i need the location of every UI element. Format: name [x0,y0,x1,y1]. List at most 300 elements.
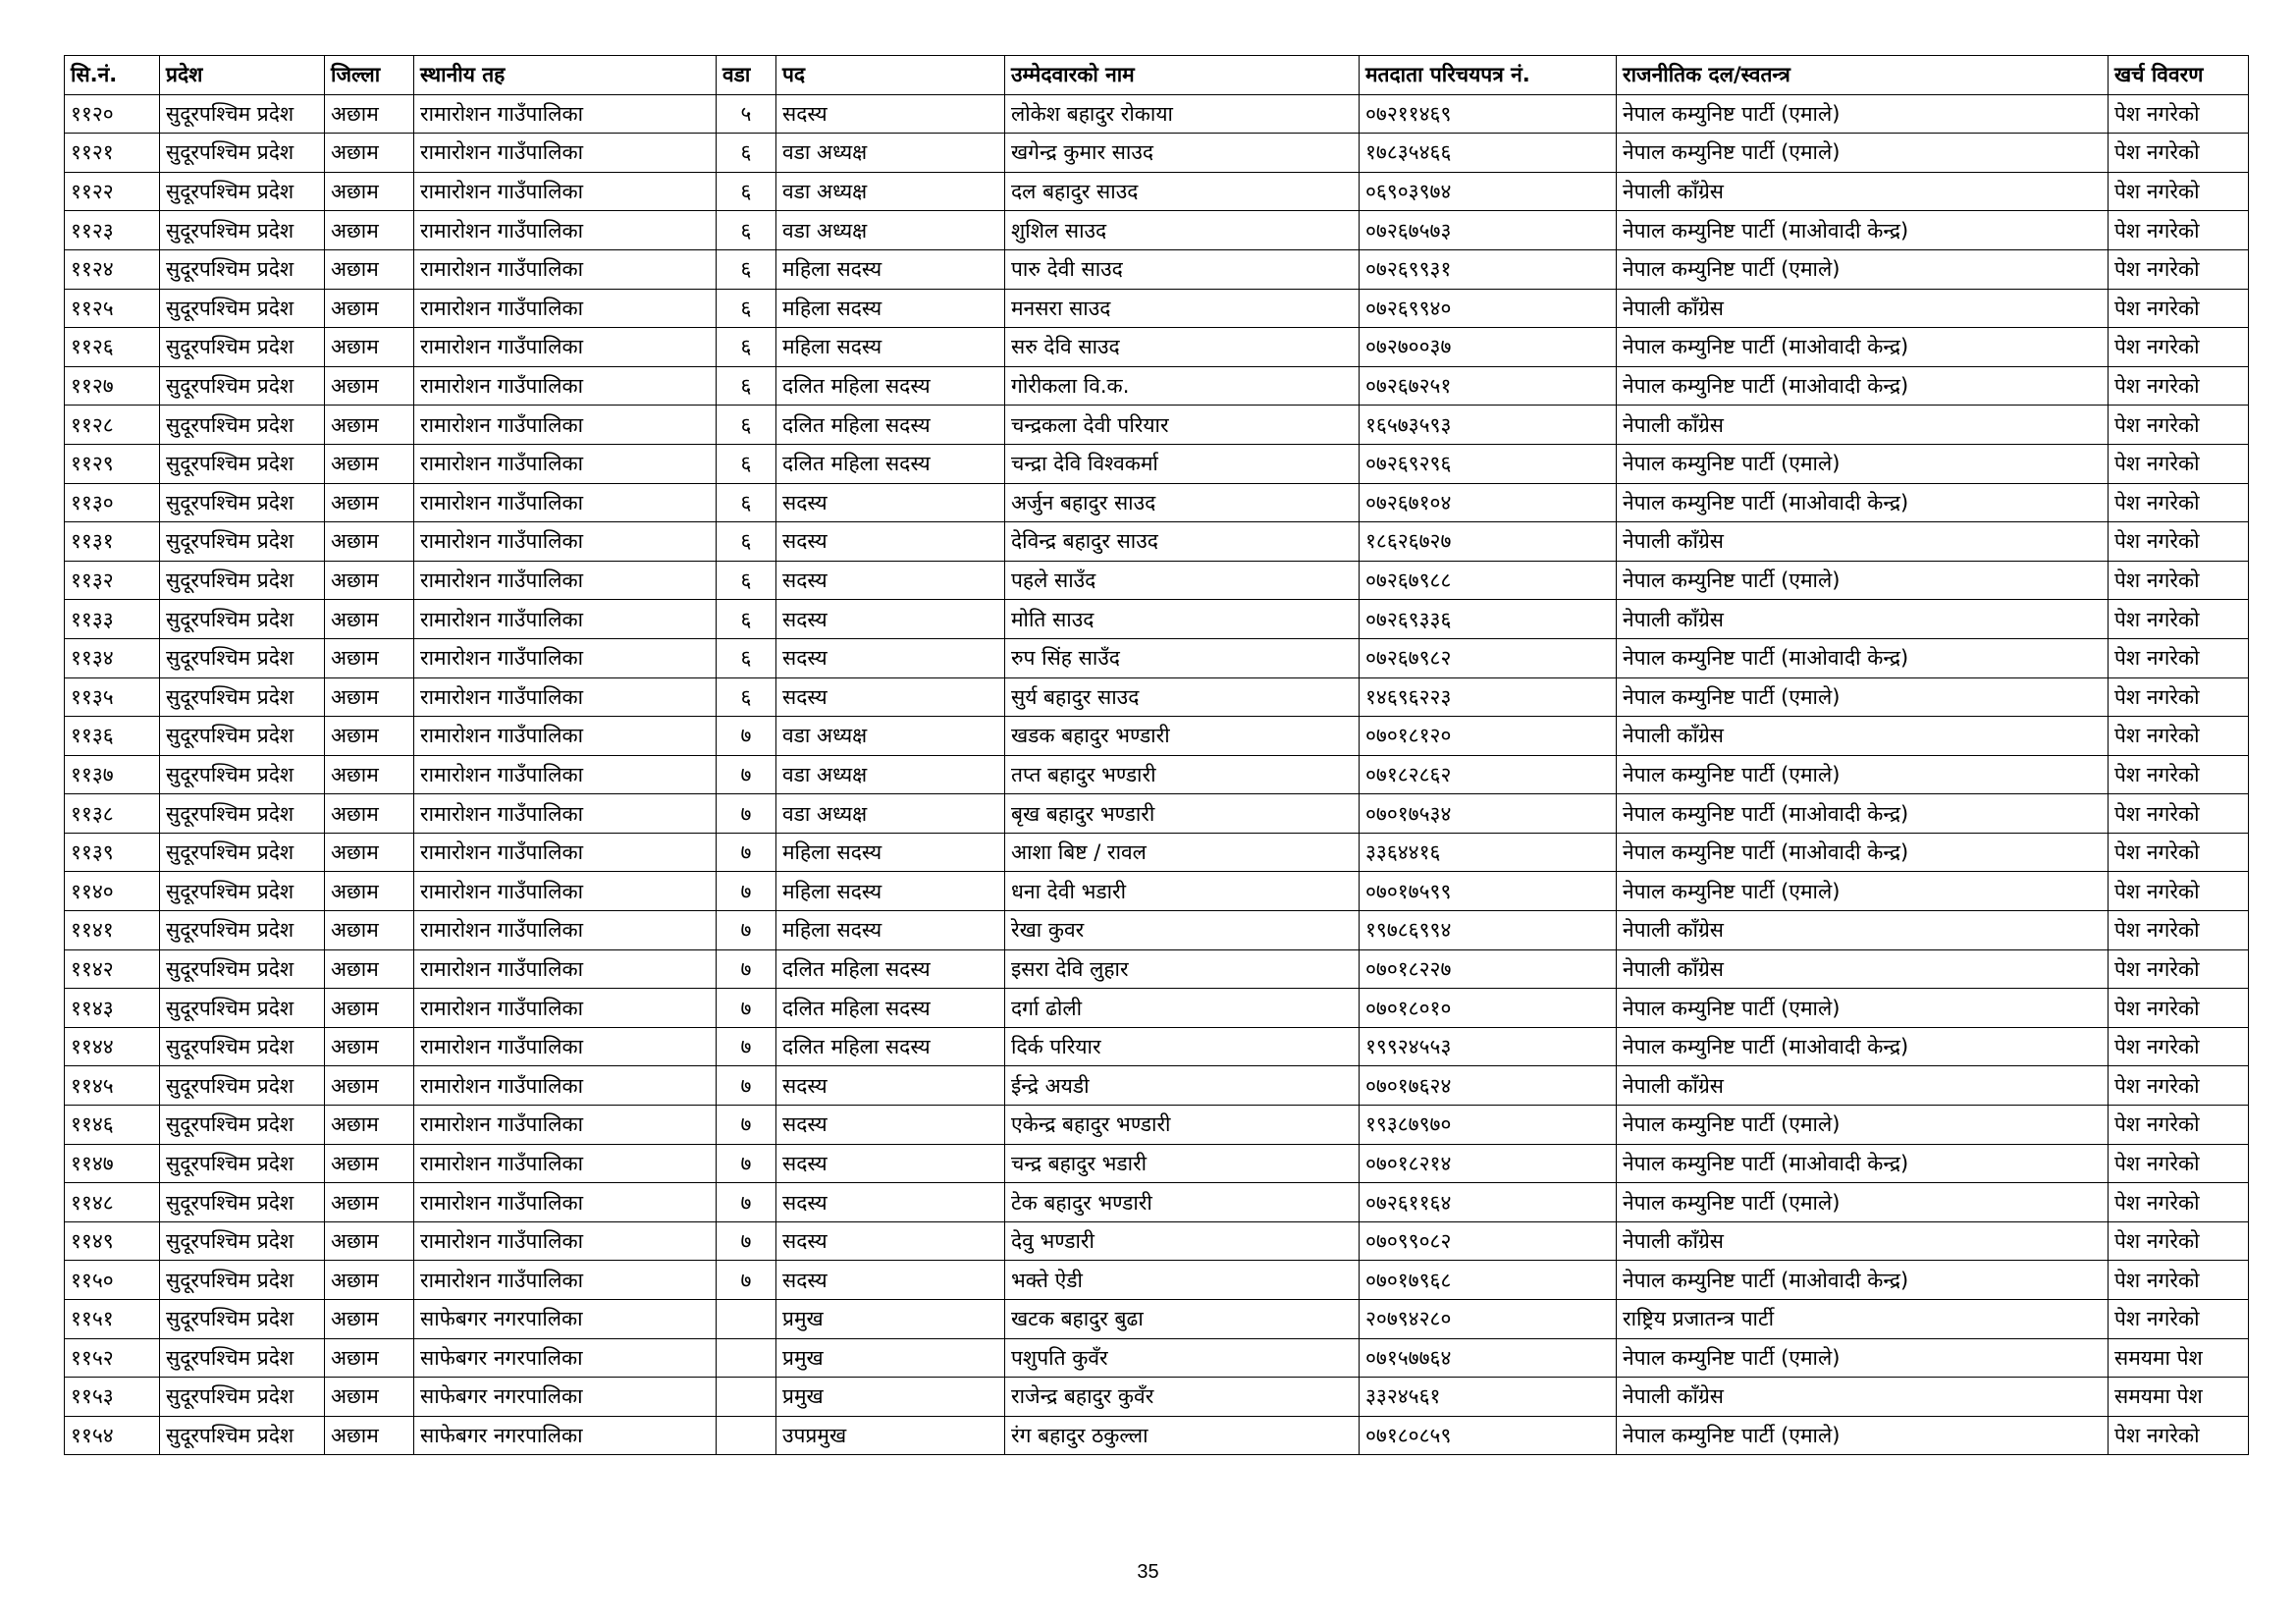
cell-post: महिला सदस्य [776,872,1005,911]
cell-candidate-name: खडक बहादुर भण्डारी [1005,717,1360,756]
table-row [65,1338,2249,1378]
cell-party: नेपाल कम्युनिष्ट पार्टी (एमाले) [1617,1183,2109,1222]
cell-party: नेपाल कम्युनिष्ट पार्टी (एमाले) [1617,1106,2109,1145]
cell-local-level: रामारोशन गाउँपालिका [414,755,717,794]
table-row [65,1144,2249,1183]
cell-expense-status: पेश नगरेको [2109,1106,2249,1145]
cell-district: अछाम [325,755,414,794]
cell-voter-id: ३३६४४१६ [1360,833,1617,872]
cell-post: महिला सदस्य [776,911,1005,950]
cell-local-level: रामारोशन गाउँपालिका [414,677,717,717]
cell-serial-no: ११४० [65,872,160,911]
cell-party: नेपाल कम्युनिष्ट पार्टी (एमाले) [1617,872,2109,911]
cell-serial-no: ११२५ [65,289,160,328]
cell-post: वडा अध्यक्ष [776,794,1005,834]
cell-post: उपप्रमुख [776,1416,1005,1455]
cell-candidate-name: सरु देवि साउद [1005,328,1360,367]
header-post: पद [776,56,1005,95]
cell-district: अछाम [325,406,414,445]
cell-serial-no: ११३० [65,483,160,522]
cell-candidate-name: टेक बहादुर भण्डारी [1005,1183,1360,1222]
table-row [65,989,2249,1028]
cell-serial-no: ११२८ [65,406,160,445]
cell-ward [717,1416,776,1455]
cell-local-level: रामारोशन गाउँपालिका [414,1066,717,1106]
cell-candidate-name: देवु भण्डारी [1005,1221,1360,1261]
table-row [65,717,2249,756]
cell-ward: ६ [717,677,776,717]
cell-province: सुदूरपश्चिम प्रदेश [160,289,325,328]
cell-post: वडा अध्यक्ष [776,717,1005,756]
cell-district: अछाम [325,1106,414,1145]
cell-party: नेपाली काँग्रेस [1617,717,2109,756]
cell-district: अछाम [325,172,414,211]
cell-party: नेपाली काँग्रेस [1617,949,2109,989]
cell-post: वडा अध्यक्ष [776,172,1005,211]
cell-district: अछाम [325,1221,414,1261]
cell-ward: ७ [717,717,776,756]
cell-voter-id: ०७२६७१०४ [1360,483,1617,522]
cell-serial-no: ११३५ [65,677,160,717]
cell-ward: ६ [717,366,776,406]
table-row [65,406,2249,445]
cell-province: सुदूरपश्चिम प्रदेश [160,366,325,406]
cell-serial-no: ११५३ [65,1378,160,1417]
cell-serial-no: ११४८ [65,1183,160,1222]
cell-post: सदस्य [776,600,1005,639]
cell-ward: ७ [717,1027,776,1066]
cell-local-level: रामारोशन गाउँपालिका [414,172,717,211]
cell-voter-id: ०७०१८०१० [1360,989,1617,1028]
cell-ward: ६ [717,289,776,328]
cell-ward: ७ [717,949,776,989]
cell-party: नेपाल कम्युनिष्ट पार्टी (एमाले) [1617,249,2109,289]
cell-candidate-name: रुप सिंह साउँद [1005,638,1360,677]
table-row [65,1300,2249,1339]
cell-local-level: साफेबगर नगरपालिका [414,1338,717,1378]
cell-expense-status: पेश नगरेको [2109,406,2249,445]
cell-voter-id: ०७०१७५३४ [1360,794,1617,834]
cell-party: नेपाल कम्युनिष्ट पार्टी (माओवादी केन्द्र) [1617,366,2109,406]
cell-province: सुदूरपश्चिम प्रदेश [160,483,325,522]
cell-post: वडा अध्यक्ष [776,211,1005,250]
cell-serial-no: ११२९ [65,444,160,483]
cell-expense-status: पेश नगरेको [2109,444,2249,483]
cell-candidate-name: इसरा देवि लुहार [1005,949,1360,989]
cell-ward: ६ [717,134,776,173]
cell-voter-id: ०७०९९०८२ [1360,1221,1617,1261]
table-header-row [65,56,2249,95]
table-row [65,1027,2249,1066]
cell-expense-status: पेश नगरेको [2109,561,2249,600]
cell-voter-id: ०७२६७२५१ [1360,366,1617,406]
cell-ward: ७ [717,1183,776,1222]
cell-post: दलित महिला सदस्य [776,406,1005,445]
cell-ward: ७ [717,1106,776,1145]
table-row [65,444,2249,483]
cell-ward: ६ [717,249,776,289]
cell-candidate-name: पशुपति कुवँर [1005,1338,1360,1378]
cell-local-level: रामारोशन गाउँपालिका [414,600,717,639]
cell-expense-status: पेश नगरेको [2109,328,2249,367]
cell-local-level: रामारोशन गाउँपालिका [414,1144,717,1183]
cell-candidate-name: लोकेश बहादुर रोकाया [1005,94,1360,134]
cell-post: सदस्य [776,561,1005,600]
cell-candidate-name: पहले साउँद [1005,561,1360,600]
cell-expense-status: पेश नगरेको [2109,872,2249,911]
cell-local-level: रामारोशन गाउँपालिका [414,1106,717,1145]
header-district: जिल्ला [325,56,414,95]
cell-local-level: रामारोशन गाउँपालिका [414,211,717,250]
cell-post: दलित महिला सदस्य [776,366,1005,406]
cell-province: सुदूरपश्चिम प्रदेश [160,989,325,1028]
cell-province: सुदूरपश्चिम प्रदेश [160,1221,325,1261]
cell-voter-id: ०७२११४६९ [1360,94,1617,134]
cell-candidate-name: दल बहादुर साउद [1005,172,1360,211]
cell-post: महिला सदस्य [776,833,1005,872]
cell-candidate-name: ईन्द्रे अयडी [1005,1066,1360,1106]
cell-district: अछाम [325,561,414,600]
cell-expense-status: पेश नगरेको [2109,1066,2249,1106]
cell-expense-status: पेश नगरेको [2109,989,2249,1028]
cell-serial-no: ११४१ [65,911,160,950]
cell-district: अछाम [325,638,414,677]
cell-candidate-name: आशा बिष्ट / रावल [1005,833,1360,872]
cell-party: नेपाल कम्युनिष्ट पार्टी (माओवादी केन्द्र) [1617,638,2109,677]
cell-serial-no: ११४४ [65,1027,160,1066]
cell-province: सुदूरपश्चिम प्रदेश [160,249,325,289]
cell-district: अछाम [325,94,414,134]
cell-expense-status: पेश नगरेको [2109,211,2249,250]
cell-district: अछाम [325,522,414,562]
cell-candidate-name: शुशिल साउद [1005,211,1360,250]
cell-province: सुदूरपश्चिम प्रदेश [160,561,325,600]
cell-province: सुदूरपश्चिम प्रदेश [160,1144,325,1183]
cell-post: महिला सदस्य [776,249,1005,289]
cell-party: नेपाली काँग्रेस [1617,172,2109,211]
cell-local-level: रामारोशन गाउँपालिका [414,249,717,289]
cell-district: अछाम [325,249,414,289]
cell-party: नेपाल कम्युनिष्ट पार्टी (माओवादी केन्द्र) [1617,794,2109,834]
cell-expense-status: पेश नगरेको [2109,600,2249,639]
cell-voter-id: ०६९०३९७४ [1360,172,1617,211]
cell-voter-id: ०७१८०८५९ [1360,1416,1617,1455]
cell-district: अछाम [325,1338,414,1378]
cell-district: अछाम [325,211,414,250]
cell-candidate-name: चन्द्रा देवि विश्वकर्मा [1005,444,1360,483]
cell-party: नेपाल कम्युनिष्ट पार्टी (माओवादी केन्द्र) [1617,1144,2109,1183]
cell-ward: ७ [717,1261,776,1300]
table-row [65,134,2249,173]
cell-voter-id: १४६९६२२३ [1360,677,1617,717]
cell-province: सुदूरपश्चिम प्रदेश [160,717,325,756]
cell-ward: ७ [717,833,776,872]
table-row [65,794,2249,834]
cell-province: सुदूरपश्चिम प्रदेश [160,638,325,677]
cell-ward: ६ [717,522,776,562]
cell-expense-status: पेश नगरेको [2109,522,2249,562]
cell-expense-status: पेश नगरेको [2109,249,2249,289]
cell-ward: ७ [717,1066,776,1106]
header-voter-id: मतदाता परिचयपत्र नं. [1360,56,1617,95]
cell-candidate-name: मनसरा साउद [1005,289,1360,328]
table-body [65,94,2249,1455]
cell-expense-status: पेश नगरेको [2109,833,2249,872]
cell-post: प्रमुख [776,1338,1005,1378]
cell-district: अछाम [325,717,414,756]
cell-serial-no: ११३१ [65,522,160,562]
cell-party: नेपाली काँग्रेस [1617,289,2109,328]
cell-expense-status: पेश नगरेको [2109,1027,2249,1066]
cell-candidate-name: मोति साउद [1005,600,1360,639]
cell-province: सुदूरपश्चिम प्रदेश [160,600,325,639]
cell-district: अछाम [325,1144,414,1183]
cell-post: प्रमुख [776,1378,1005,1417]
cell-post: दलित महिला सदस्य [776,1027,1005,1066]
candidates-table [64,55,2249,1455]
cell-local-level: रामारोशन गाउँपालिका [414,522,717,562]
cell-province: सुदूरपश्चिम प्रदेश [160,872,325,911]
cell-candidate-name: चन्द्र बहादुर भडारी [1005,1144,1360,1183]
cell-expense-status: पेश नगरेको [2109,755,2249,794]
table-row [65,1221,2249,1261]
header-party: राजनीतिक दल/स्वतन्त्र [1617,56,2109,95]
cell-district: अछाम [325,1416,414,1455]
cell-expense-status: पेश नगरेको [2109,289,2249,328]
table-row [65,833,2249,872]
cell-local-level: रामारोशन गाउँपालिका [414,717,717,756]
cell-district: अछाम [325,833,414,872]
cell-local-level: रामारोशन गाउँपालिका [414,1027,717,1066]
table-row [65,172,2249,211]
cell-province: सुदूरपश्चिम प्रदेश [160,94,325,134]
cell-ward: ७ [717,755,776,794]
table-row [65,600,2249,639]
cell-local-level: रामारोशन गाउँपालिका [414,833,717,872]
cell-province: सुदूरपश्चिम प्रदेश [160,677,325,717]
cell-local-level: रामारोशन गाउँपालिका [414,949,717,989]
cell-local-level: रामारोशन गाउँपालिका [414,989,717,1028]
cell-province: सुदूरपश्चिम प्रदेश [160,833,325,872]
cell-voter-id: ०७२६११६४ [1360,1183,1617,1222]
cell-serial-no: ११४३ [65,989,160,1028]
cell-local-level: रामारोशन गाउँपालिका [414,872,717,911]
cell-candidate-name: अर्जुन बहादुर साउद [1005,483,1360,522]
cell-province: सुदूरपश्चिम प्रदेश [160,1416,325,1455]
cell-serial-no: ११३२ [65,561,160,600]
cell-serial-no: ११३६ [65,717,160,756]
cell-serial-no: ११२४ [65,249,160,289]
cell-local-level: रामारोशन गाउँपालिका [414,638,717,677]
cell-local-level: रामारोशन गाउँपालिका [414,483,717,522]
cell-serial-no: ११३७ [65,755,160,794]
cell-ward: ७ [717,1144,776,1183]
cell-serial-no: ११२१ [65,134,160,173]
cell-local-level: साफेबगर नगरपालिका [414,1300,717,1339]
cell-party: नेपाल कम्युनिष्ट पार्टी (एमाले) [1617,134,2109,173]
cell-local-level: साफेबगर नगरपालिका [414,1416,717,1455]
cell-district: अछाम [325,989,414,1028]
cell-serial-no: ११४९ [65,1221,160,1261]
cell-party: नेपाल कम्युनिष्ट पार्टी (एमाले) [1617,1416,2109,1455]
header-local-level: स्थानीय तह [414,56,717,95]
cell-local-level: रामारोशन गाउँपालिका [414,561,717,600]
cell-expense-status: पेश नगरेको [2109,1144,2249,1183]
cell-candidate-name: चन्द्रकला देवी परियार [1005,406,1360,445]
cell-post: सदस्य [776,677,1005,717]
cell-province: सुदूरपश्चिम प्रदेश [160,1066,325,1106]
cell-voter-id: २०७९४२८० [1360,1300,1617,1339]
table-row [65,561,2249,600]
cell-voter-id: १९९२४५५३ [1360,1027,1617,1066]
cell-candidate-name: पारु देवी साउद [1005,249,1360,289]
cell-post: सदस्य [776,483,1005,522]
cell-party: नेपाली काँग्रेस [1617,1221,2109,1261]
cell-serial-no: ११५१ [65,1300,160,1339]
cell-expense-status: समयमा पेश [2109,1378,2249,1417]
cell-candidate-name: रेखा कुवर [1005,911,1360,950]
cell-district: अछाम [325,1300,414,1339]
cell-party: नेपाली काँग्रेस [1617,1378,2109,1417]
cell-expense-status: पेश नगरेको [2109,949,2249,989]
cell-district: अछाम [325,794,414,834]
cell-party: नेपाली काँग्रेस [1617,600,2109,639]
table-row [65,94,2249,134]
cell-expense-status: पेश नगरेको [2109,94,2249,134]
header-expense-status: खर्च विवरण [2109,56,2249,95]
cell-party: नेपाल कम्युनिष्ट पार्टी (एमाले) [1617,989,2109,1028]
cell-candidate-name: देविन्द्र बहादुर साउद [1005,522,1360,562]
cell-voter-id: ०७२७००३७ [1360,328,1617,367]
table-row [65,249,2249,289]
cell-party: राष्ट्रिय प्रजातन्त्र पार्टी [1617,1300,2109,1339]
page-number: 35 [1137,1561,1159,1583]
table-row [65,483,2249,522]
header-serial-no: सि.नं. [65,56,160,95]
cell-expense-status: पेश नगरेको [2109,366,2249,406]
cell-candidate-name: खटक बहादुर बुढा [1005,1300,1360,1339]
cell-expense-status: पेश नगरेको [2109,717,2249,756]
table-row [65,949,2249,989]
cell-post: वडा अध्यक्ष [776,134,1005,173]
cell-candidate-name: रंग बहादुर ठकुल्ला [1005,1416,1360,1455]
cell-expense-status: पेश नगरेको [2109,677,2249,717]
cell-province: सुदूरपश्चिम प्रदेश [160,134,325,173]
cell-local-level: रामारोशन गाउँपालिका [414,406,717,445]
cell-voter-id: ०७१८२८६२ [1360,755,1617,794]
cell-district: अछाम [325,444,414,483]
cell-expense-status: पेश नगरेको [2109,911,2249,950]
cell-district: अछाम [325,949,414,989]
cell-district: अछाम [325,600,414,639]
cell-candidate-name: धना देवी भडारी [1005,872,1360,911]
table-row [65,1066,2249,1106]
cell-serial-no: ११४७ [65,1144,160,1183]
cell-voter-id: ०७०१८१२० [1360,717,1617,756]
cell-ward: ६ [717,638,776,677]
cell-local-level: रामारोशन गाउँपालिका [414,328,717,367]
cell-province: सुदूरपश्चिम प्रदेश [160,1378,325,1417]
cell-local-level: रामारोशन गाउँपालिका [414,94,717,134]
cell-post: सदस्य [776,1261,1005,1300]
cell-serial-no: ११३४ [65,638,160,677]
cell-candidate-name: राजेन्द्र बहादुर कुवँर [1005,1378,1360,1417]
cell-province: सुदूरपश्चिम प्रदेश [160,406,325,445]
cell-district: अछाम [325,677,414,717]
cell-ward: ६ [717,406,776,445]
cell-serial-no: ११२७ [65,366,160,406]
cell-voter-id: ०७२६९९४० [1360,289,1617,328]
cell-province: सुदूरपश्चिम प्रदेश [160,755,325,794]
table-row [65,522,2249,562]
cell-post: सदस्य [776,1106,1005,1145]
cell-candidate-name: खगेन्द्र कुमार साउद [1005,134,1360,173]
cell-ward: ७ [717,1221,776,1261]
header-ward: वडा [717,56,776,95]
cell-ward: ६ [717,600,776,639]
cell-voter-id: ०७०१७९६८ [1360,1261,1617,1300]
cell-candidate-name: बृख बहादुर भण्डारी [1005,794,1360,834]
cell-serial-no: ११३८ [65,794,160,834]
table-row [65,211,2249,250]
cell-voter-id: ०७०१७६२४ [1360,1066,1617,1106]
cell-party: नेपाल कम्युनिष्ट पार्टी (एमाले) [1617,677,2109,717]
cell-local-level: रामारोशन गाउँपालिका [414,134,717,173]
cell-district: अछाम [325,1027,414,1066]
cell-ward [717,1300,776,1339]
cell-post: सदस्य [776,1221,1005,1261]
cell-post: दलित महिला सदस्य [776,989,1005,1028]
cell-district: अछाम [325,1066,414,1106]
cell-serial-no: ११३३ [65,600,160,639]
cell-party: नेपाल कम्युनिष्ट पार्टी (एमाले) [1617,561,2109,600]
table-row [65,755,2249,794]
cell-local-level: रामारोशन गाउँपालिका [414,1183,717,1222]
cell-province: सुदूरपश्चिम प्रदेश [160,1338,325,1378]
cell-post: प्रमुख [776,1300,1005,1339]
cell-expense-status: पेश नगरेको [2109,1261,2249,1300]
cell-expense-status: पेश नगरेको [2109,1416,2249,1455]
cell-voter-id: १८६२६७२७ [1360,522,1617,562]
cell-post: सदस्य [776,94,1005,134]
cell-party: नेपाल कम्युनिष्ट पार्टी (माओवादी केन्द्र) [1617,1027,2109,1066]
cell-province: सुदूरपश्चिम प्रदेश [160,1183,325,1222]
cell-local-level: रामारोशन गाउँपालिका [414,794,717,834]
cell-serial-no: ११२३ [65,211,160,250]
cell-serial-no: ११४५ [65,1066,160,1106]
cell-post: दलित महिला सदस्य [776,444,1005,483]
cell-local-level: रामारोशन गाउँपालिका [414,911,717,950]
cell-candidate-name: दर्गा ढोली [1005,989,1360,1028]
cell-candidate-name: सुर्य बहादुर साउद [1005,677,1360,717]
cell-voter-id: १७८३५४६६ [1360,134,1617,173]
cell-province: सुदूरपश्चिम प्रदेश [160,172,325,211]
cell-ward: ५ [717,94,776,134]
cell-serial-no: ११५२ [65,1338,160,1378]
cell-voter-id: १९७८६९९४ [1360,911,1617,950]
table-row [65,1106,2249,1145]
cell-expense-status: समयमा पेश [2109,1338,2249,1378]
cell-voter-id: ०७०१८२२७ [1360,949,1617,989]
cell-party: नेपाल कम्युनिष्ट पार्टी (माओवादी केन्द्र) [1617,833,2109,872]
cell-serial-no: ११३९ [65,833,160,872]
cell-province: सुदूरपश्चिम प्रदेश [160,444,325,483]
cell-ward: ६ [717,328,776,367]
cell-ward: ७ [717,794,776,834]
cell-candidate-name: भक्ते ऐडी [1005,1261,1360,1300]
cell-district: अछाम [325,134,414,173]
cell-ward: ६ [717,561,776,600]
